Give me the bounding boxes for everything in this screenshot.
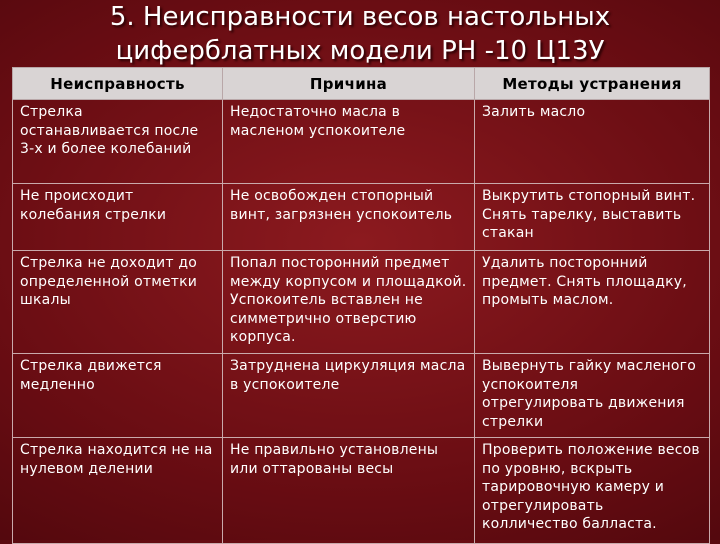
- cause-cell: Не правильно установлены или оттарованы весы: [223, 438, 475, 544]
- cause-cell: Недостаточно масла в масленом успокоителе: [223, 100, 475, 184]
- table-row: [13, 354, 710, 438]
- table-row: [13, 251, 710, 354]
- remedy-cell: Проверить положение весов по уровню, вскрыть тарировочную камеру и отрегулировать колличество балласта.: [475, 438, 710, 544]
- header-remedy: Методы устранения: [475, 68, 710, 100]
- cause-cell: Затруднена циркуляция масла в успокоителе: [223, 354, 475, 438]
- table-header-row: [13, 68, 710, 100]
- remedy-cell: Залить масло: [475, 100, 710, 184]
- title-line-1: 5. Неисправности весов настольных: [109, 2, 611, 32]
- table-row: [13, 438, 710, 544]
- slide-title: [0, 0, 720, 68]
- title-line-2: циферблатных модели РН -10 Ц13У: [115, 36, 605, 66]
- fault-cell: Стрелка находится не на нулевом делении: [13, 438, 223, 544]
- faults-table: [12, 67, 710, 544]
- fault-cell: Стрелка движется медленно: [13, 354, 223, 438]
- table-row: [13, 184, 710, 251]
- remedy-cell: Удалить посторонний предмет. Снять площадку, промыть маслом.: [475, 251, 710, 354]
- remedy-cell: Вывернуть гайку масленого успокоителя отрегулировать движения стрелки: [475, 354, 710, 438]
- header-cause: Причина: [223, 68, 475, 100]
- fault-cell: Не происходит колебания стрелки: [13, 184, 223, 251]
- header-fault: Неисправность: [13, 68, 223, 100]
- cause-cell: Не освобожден стопорный винт, загрязнен успокоитель: [223, 184, 475, 251]
- table-row: [13, 100, 710, 184]
- cause-cell: Попал посторонний предмет между корпусом и площадкой. Успокоитель вставлен не симметрично отверстию корпуса.: [223, 251, 475, 354]
- remedy-cell: Выкрутить стопорный винт. Снять тарелку, выставить стакан: [475, 184, 710, 251]
- fault-cell: Стрелка останавливается после 3-х и более колебаний: [13, 100, 223, 184]
- fault-cell: Стрелка не доходит до определенной отметки шкалы: [13, 251, 223, 354]
